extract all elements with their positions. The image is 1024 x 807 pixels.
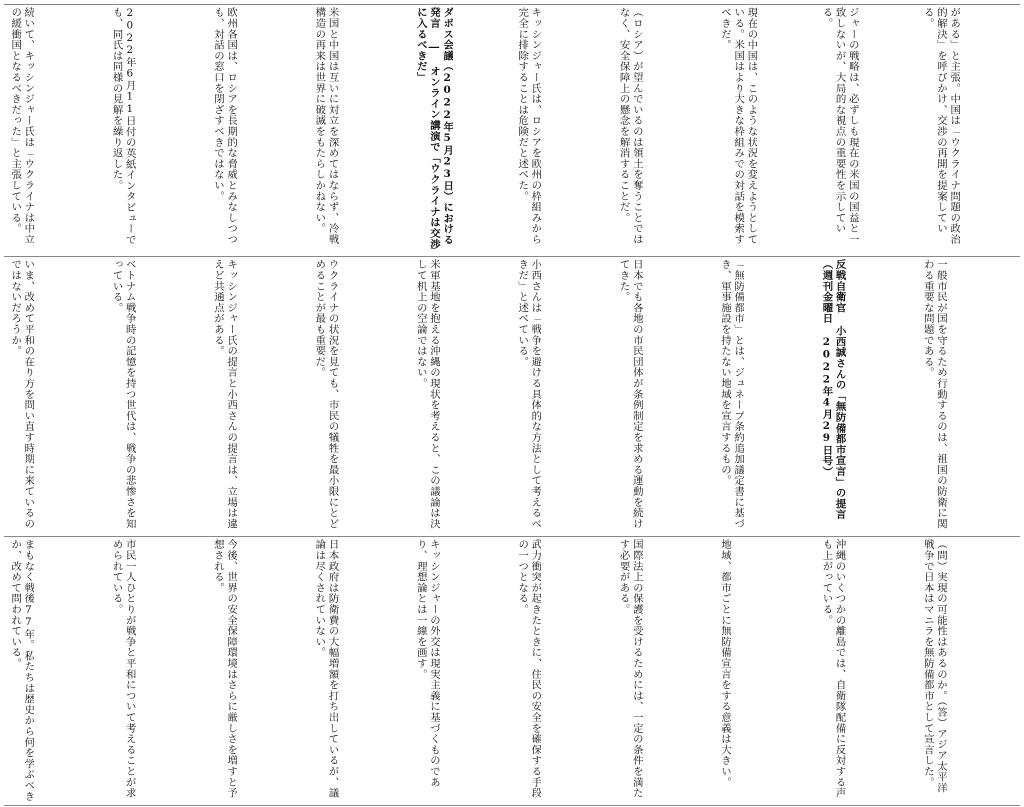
text-column xyxy=(921,259,1016,531)
column-text: 市民一人ひとりが戦争と平和について考えることが求められている。 xyxy=(110,539,136,799)
text-column xyxy=(515,7,610,251)
column-text: 日本でも各地の市民団体が条例制定を求める運動を続けてきた。 xyxy=(617,259,643,529)
text-column xyxy=(819,539,914,803)
text-column xyxy=(312,259,407,531)
text-column xyxy=(616,259,711,531)
text-column xyxy=(211,539,306,803)
text-column xyxy=(921,7,1016,251)
column-text: いま、改めて平和の在り方を問い直す時期に来ているのではないだろうか。 xyxy=(9,259,35,529)
column-text: キッシンジャー氏の提言と小西さんの提言は、立場は違えど共通点がある。 xyxy=(211,259,238,529)
boxed-heading: 反戦自衛官 小西誠さんの「無防備都市宣言」の提言（週刊金曜日 2022年4月29日号） xyxy=(820,259,846,520)
column-text: 日本政府は防衛費の大幅増額を打ち出しているが、議論は尽くされていない。 xyxy=(313,539,339,799)
column-text: （問）実現の可能性はあるのか。（答）アジア太平洋戦争で日本はマニラを無防備都市として宣言した。 xyxy=(921,539,947,793)
text-column xyxy=(921,539,1016,803)
text-column xyxy=(718,7,813,251)
column-text: 武力衝突が起きたときに、住民の安全を確保する手段の一つとなる。 xyxy=(516,539,542,799)
text-column xyxy=(414,539,509,803)
column-text: ベトナム戦争時の記憶を持つ世代は、戦争の悲惨さを知っている。 xyxy=(110,259,136,529)
column-text: キッシンジャー氏は、ロシアを欧州の枠組みから完全に排除することは危険だと述べた。 xyxy=(516,7,542,245)
column-text: 一般市民が国を守るため行動するのは、祖国の防衛に関わる重要な問題である。 xyxy=(921,259,947,529)
text-column xyxy=(8,259,103,531)
column-text: ジャーの戦略は、必ずしも現在の米国の国益と一致しないが、大局的な視点の重要性を示している。 xyxy=(820,7,859,245)
text-column xyxy=(8,539,103,803)
text-column xyxy=(819,7,914,251)
column-text: 2022年6月11日付の英紙インタビューでも、同氏は同様の見解を繰り返した。 xyxy=(110,7,136,245)
text-column xyxy=(718,259,813,531)
text-column xyxy=(819,259,914,531)
column-text: 今後、世界の安全保障環境はさらに厳しさを増すと予想される。 xyxy=(211,539,238,799)
column-text: 続いて、キッシンジャー氏は「ウクライナは中立の緩衝国となるべきだった」と主張している。 xyxy=(9,7,35,245)
column-text: 「無防備都市」とは、ジュネーブ条約追加議定書に基づき、軍事施設を持たない地域を宣言するもの。 xyxy=(718,259,745,529)
column-text: ウクライナの状況を見ても、市民の犠牲を最小限にとどめることが最も重要だ。 xyxy=(313,259,339,529)
text-column xyxy=(312,539,407,803)
article-tier-top xyxy=(4,4,1020,253)
column-text: 米国と中国は互いに対立を深めてはならず、冷戦構造の再来は世界に破滅をもたらしかねない。 xyxy=(313,7,339,245)
text-column xyxy=(211,7,306,251)
column-text: 現在の中国は、このような状況を変えようとしている。米国はより大きな枠組みでの対話を模索すべきだ。 xyxy=(718,7,758,245)
text-column xyxy=(616,7,711,251)
text-column xyxy=(515,539,610,803)
text-column xyxy=(616,539,711,803)
text-column xyxy=(414,7,509,251)
column-text: 欧州各国は、ロシアを長期的な脅威とみなしつつも、対話の窓口を閉ざすべきではない。 xyxy=(211,7,238,245)
text-column xyxy=(312,7,407,251)
text-column xyxy=(718,539,813,803)
column-text: 地域、都市ごとに無防備宣言をする意義は大きい。 xyxy=(718,539,731,788)
article-tier-bottom xyxy=(4,536,1020,806)
text-column xyxy=(8,7,103,251)
column-text: （ロシア）が望んでいるのは領土を奪うことではなく、安全保障上の懸念を解消することだ。 xyxy=(617,7,643,245)
text-column xyxy=(109,539,204,803)
column-text: 沖縄のいくつかの離島では、自衛隊配備に反対する声も上がっている。 xyxy=(820,539,846,799)
text-column xyxy=(109,7,204,251)
article-tier-middle xyxy=(4,256,1020,533)
column-text: 米軍基地を抱える沖縄の現状を考えると、この議論は決して机上の空論ではない。 xyxy=(414,259,440,529)
column-text: 小西さんは「戦争を避ける具体的な方法として考えるべきだ」と述べている。 xyxy=(516,259,542,529)
column-text: まもなく戦後77年。私たちは歴史から何を学ぶべきか、改めて問われている。 xyxy=(9,539,35,802)
text-column xyxy=(109,259,204,531)
column-text: キッシンジャーの外交は現実主義に基づくものであり、理想論とは一線を画す。 xyxy=(414,539,440,788)
text-column xyxy=(414,259,509,531)
boxed-heading: ダボス会議（2022年5月23日）における発言 ― オンライン講演で「ウクライナは交渉に入るべきだ」 xyxy=(414,7,454,250)
text-column xyxy=(211,259,306,531)
column-text: 国際法上の保護を受けるためには、一定の条件を満たす必要がある。 xyxy=(617,539,643,799)
text-column xyxy=(515,259,610,531)
column-text: がある」と主張。中国は「ウクライナ問題の政治的解決」を呼びかけ、交渉の再開を提案している。 xyxy=(921,7,961,245)
